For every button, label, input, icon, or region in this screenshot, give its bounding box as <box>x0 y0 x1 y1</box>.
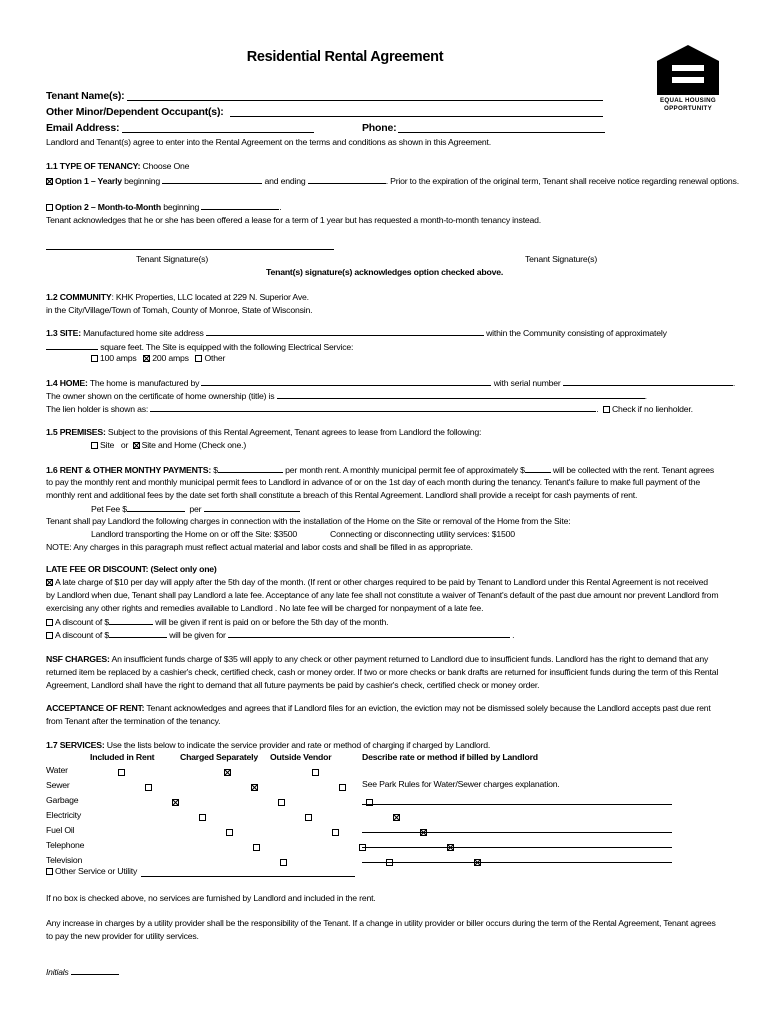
home-line3-text: The lien holder is shown as: <box>46 404 149 414</box>
tenancy-acknowledge: Tenant acknowledges that he or she has been offered a lease for a term of 1 year but has requested a month-to-month tenancy instead. <box>46 215 542 225</box>
nsf-line3: Agreement, Landlord shall have the right to demand that all future payments be paid by cashier's check, certified check or money order. <box>46 680 540 690</box>
rent-line1b-text: per month rent. A monthly municipal permit fee of approximately $ <box>282 465 525 475</box>
service-name: Television <box>46 855 83 865</box>
discount2b-text: will be given for <box>167 630 226 640</box>
premises-line1 <box>46 427 481 438</box>
transport-charge: Landlord transporting the Home on or off the Site: $3500 <box>91 529 297 539</box>
site-address-field[interactable] <box>206 327 484 336</box>
option2-begin-date-field[interactable] <box>201 201 279 210</box>
amps-200-checkbox[interactable] <box>143 355 150 362</box>
sig-acknowledge: Tenant(s) signature(s) acknowledges option checked above. <box>266 267 504 277</box>
premises-heading: 1.5 PREMISES: <box>46 427 106 437</box>
service-included-checkbox[interactable] <box>118 769 125 776</box>
tenancy-option1-line <box>46 175 739 187</box>
services-line1 <box>46 740 490 751</box>
service-name: Garbage <box>46 795 79 805</box>
acceptance-line1-text: Tenant acknowledges and agrees that if Landlord files for an eviction, the eviction may not be dismissed solely because the Landlord accepts past due rent <box>144 703 711 713</box>
phone-field[interactable] <box>398 132 605 133</box>
service-separate-checkbox[interactable] <box>332 829 339 836</box>
home-line2: The owner shown on the certificate of home ownership (title) is . <box>46 391 647 401</box>
discount2-checkbox[interactable] <box>46 632 53 639</box>
tenancy-heading: 1.1 TYPE OF TENANCY: <box>46 161 141 171</box>
service-name: Electricity <box>46 810 81 820</box>
describe-line-1[interactable] <box>362 804 672 805</box>
site-line2 <box>46 341 353 353</box>
no-lienholder-checkbox[interactable] <box>603 406 610 413</box>
late-fee-heading: LATE FEE OR DISCOUNT: (Select only one) <box>46 564 217 574</box>
rent-dollar-sign: $ <box>211 465 218 475</box>
option1-checkbox[interactable] <box>46 178 53 185</box>
acceptance-heading: ACCEPTANCE OF RENT: <box>46 703 145 713</box>
premises-options <box>91 440 246 451</box>
site-line2-text: square feet. The Site is equipped with the following Electrical Service: <box>98 342 354 352</box>
describe-line-2[interactable] <box>362 832 672 833</box>
late-fee-line1-text: A late charge of $10 per day will apply after the 5th day of the month. (If rent or other charges required to be paid by Tenant to Landlord under this Rental Agreement is not received <box>55 577 708 587</box>
col-separate-header: Charged Separately <box>180 752 258 762</box>
service-included-checkbox[interactable] <box>172 799 179 806</box>
page-title: Residential Rental Agreement <box>246 49 444 65</box>
option1-begin-date-field[interactable] <box>162 175 262 184</box>
community-line2: in the City/Village/Town of Tomah, County of Monroe, State of Wisconsin. <box>46 305 313 315</box>
col-outside-header: Outside Vendor <box>270 752 332 762</box>
pet-fee-line <box>91 503 300 515</box>
discount2-reason-field[interactable] <box>228 629 510 638</box>
option2-checkbox[interactable] <box>46 204 53 211</box>
late-charge-checkbox[interactable] <box>46 579 53 586</box>
initials-field[interactable] <box>71 966 119 975</box>
no-box-note: If no box is checked above, no services are furnished by Landlord and included in the rent. <box>46 893 376 903</box>
email-field[interactable] <box>122 132 314 133</box>
pet-fee-period-field[interactable] <box>204 503 300 512</box>
connecting-charge: Connecting or disconnecting utility services: $1500 <box>330 529 515 539</box>
other-occupants-field[interactable] <box>230 116 603 117</box>
acceptance-line1 <box>46 703 711 714</box>
service-included-checkbox[interactable] <box>226 829 233 836</box>
community-line1-text: : KHK Properties, LLC located at 229 N. Superior Ave. <box>111 292 309 302</box>
site-heading: 1.3 SITE: <box>46 328 81 338</box>
col-included-header: Included in Rent <box>90 752 155 762</box>
home-owner-field[interactable] <box>277 390 645 399</box>
charges-line: Tenant shall pay Landlord the following charges in connection with the installation of the Home on the Site or removal of the Home from the Site: <box>46 516 571 526</box>
pet-fee-amount-field[interactable] <box>127 503 185 512</box>
sig-right-label: Tenant Signature(s) <box>525 254 598 264</box>
premises-site-checkbox[interactable] <box>91 442 98 449</box>
service-outside-checkbox[interactable] <box>339 784 346 791</box>
permit-fee-field[interactable] <box>525 464 551 473</box>
describe-line-4[interactable] <box>362 862 672 863</box>
initials-label: Initials <box>46 967 69 977</box>
home-manufacturer-field[interactable] <box>201 377 491 386</box>
discount2-line: A discount of $ will be given for . <box>46 629 514 641</box>
service-separate-checkbox[interactable] <box>251 784 258 791</box>
late-fee-line1 <box>46 577 708 588</box>
services-heading: 1.7 SERVICES: <box>46 740 105 750</box>
rent-note: NOTE: Any charges in this paragraph must reflect actual material and labor costs and shall be filled in as appropriate. <box>46 542 473 552</box>
amps-200-label: 200 amps <box>152 353 189 363</box>
email-label: Email Address: <box>46 122 120 134</box>
rent-line2: to pay the monthly rent and monthly municipal permit fees to Landlord in advance of or on the 1st day of each month during the tenancy. Tenant's failure to make full payment of the <box>46 477 700 487</box>
lien-holder-field[interactable] <box>150 403 596 412</box>
pet-fee-per-label: per <box>189 504 202 514</box>
nsf-line1 <box>46 654 708 665</box>
col-describe-header: Describe rate or method if billed by Landlord <box>362 752 538 762</box>
premises-site-home-label: Site and Home (Check one.) <box>141 440 247 450</box>
other-service-line <box>46 866 137 877</box>
equal-housing-logo <box>652 44 724 116</box>
option1-beginning-text: beginning <box>121 176 161 186</box>
rent-line3: monthly rent and additional fees by the date set forth shall constitute a breach of this Rental Agreement. Landlord shall provide a receipt for cash payments of rent. <box>46 490 638 500</box>
discount1-amount-field[interactable] <box>109 616 153 625</box>
premises-site-label: Site <box>100 440 115 450</box>
home-serial-field[interactable] <box>563 377 733 386</box>
discount1-line <box>46 616 388 628</box>
rent-line1c-text: will be collected with the rent. Tenant agrees <box>550 465 715 475</box>
tenancy-option2-line: Option 2 – Month-to-Month beginning . <box>46 201 282 213</box>
electrical-other-label: Other <box>204 353 226 363</box>
phone-label: Phone: <box>362 122 397 134</box>
initials-line <box>46 966 119 978</box>
site-electrical-options <box>91 353 225 364</box>
other-service-checkbox[interactable] <box>46 868 53 875</box>
premises-site-home-checkbox[interactable] <box>133 442 140 449</box>
eho-text-line2: OPPORTUNITY <box>664 105 712 112</box>
site-line1a-text: Manufactured home site address <box>80 328 204 338</box>
service-separate-checkbox[interactable] <box>224 769 231 776</box>
service-separate-checkbox[interactable] <box>305 814 312 821</box>
tenant-names-label: Tenant Name(s): <box>46 90 125 102</box>
sig-left-label: Tenant Signature(s) <box>136 254 209 264</box>
tenant-signature-line[interactable] <box>46 249 334 250</box>
service-outside-checkbox[interactable] <box>312 769 319 776</box>
service-name: Sewer <box>46 780 70 790</box>
discount2-amount-field[interactable] <box>109 629 167 638</box>
sewer-note: See Park Rules for Water/Sewer charges explanation. <box>362 779 560 789</box>
home-heading: 1.4 HOME: <box>46 378 88 388</box>
nsf-line2: returned item be replaced by a cashier's check, certified check, cash or money order. If two or more checks or bank drafts are returned for insufficient funds during the term of this Rental <box>46 667 719 677</box>
pet-fee-label: Pet Fee $ <box>91 504 127 514</box>
service-included-checkbox[interactable] <box>280 859 287 866</box>
service-included-checkbox[interactable] <box>145 784 152 791</box>
site-line1 <box>46 327 667 339</box>
option2-beginning-text: beginning <box>160 202 200 212</box>
other-service-label: Other Service or Utility <box>55 866 138 876</box>
premises-or-label: or <box>120 440 129 450</box>
discount1b-text: will be given if rent is paid on or before the 5th day of the month. <box>153 617 389 627</box>
other-service-field[interactable] <box>141 876 355 877</box>
rent-heading: 1.6 RENT & OTHER MONTHY PAYMENTS: <box>46 465 212 475</box>
home-line1a-text: The home is manufactured by <box>87 378 200 388</box>
no-lienholder-label: Check if no lienholder. <box>611 404 693 414</box>
service-included-checkbox[interactable] <box>253 844 260 851</box>
other-occupants-label: Other Minor/Dependent Occupant(s): <box>46 106 224 118</box>
late-fee-line2: by Landlord when due, Tenant shall pay Landlord a late fee. Acceptance of any late fee shall not constitute a waiver of Tenant's default of the past due amount nor prevent Landlord from <box>46 590 719 600</box>
premises-text: Subject to the provisions of this Rental Agreement, Tenant agrees to lease from Landlord the following: <box>105 427 482 437</box>
service-included-checkbox[interactable] <box>199 814 206 821</box>
equal-housing-house-icon <box>655 44 721 96</box>
describe-line-3[interactable] <box>362 847 672 848</box>
late-fee-line3: exercising any other rights and remedies available to Landlord . No late fee will be charged for nonpayment of a late fee. <box>46 603 484 613</box>
service-name: Telephone <box>46 840 85 850</box>
monthly-rent-field[interactable] <box>218 464 283 473</box>
site-line1b-text: within the Community consisting of approximately <box>486 328 667 338</box>
increase-line1: Any increase in charges by a utility provider shall be the responsibility of the Tenant. If a change in utility provider or biller occurs during the term of the Rental Agreement, Tenant agrees <box>46 918 716 928</box>
service-outside-checkbox[interactable] <box>393 814 400 821</box>
acceptance-line2: from Tenant after the termination of the tenancy. <box>46 716 221 726</box>
tenancy-choose: Choose One <box>140 161 190 171</box>
discount1a-text: A discount of $ <box>55 617 109 627</box>
option1-tail-text: . Prior to the expiration of the original term, Tenant shall receive notice regarding renewal options. <box>385 176 739 186</box>
option1-label: Option 1 – Yearly <box>55 176 122 186</box>
services-intro: Use the lists below to indicate the service provider and rate or method of charging if charged by Landlord. <box>104 740 491 750</box>
nsf-line1-text: An insufficient funds charge of $35 will apply to any check or other payment returned to Landlord due to insufficient funds. Landlord has the right to demand that any <box>109 654 709 664</box>
service-name: Fuel Oil <box>46 825 75 835</box>
discount2a-text: A discount of $ <box>55 630 109 640</box>
community-heading: 1.2 COMMUNITY <box>46 292 112 302</box>
option2-label: Option 2 – Month-to-Month <box>55 202 161 212</box>
tenancy-heading-line <box>46 161 189 172</box>
electrical-other-checkbox[interactable] <box>195 355 202 362</box>
rent-line1 <box>46 464 714 476</box>
tenant-names-field[interactable] <box>127 100 603 101</box>
option1-ending-text: and ending <box>262 176 306 186</box>
home-line1: 1.4 HOME: The home is manufactured by with serial number . <box>46 378 736 388</box>
amps-100-checkbox[interactable] <box>91 355 98 362</box>
discount1-checkbox[interactable] <box>46 619 53 626</box>
amps-100-label: 100 amps <box>100 353 137 363</box>
service-separate-checkbox[interactable] <box>278 799 285 806</box>
increase-line2: to pay the new provider for utility services. <box>46 931 199 941</box>
option1-end-date-field[interactable] <box>308 175 386 184</box>
service-name: Water <box>46 765 68 775</box>
home-line1b-text: with serial number <box>493 378 561 388</box>
site-sqft-field[interactable] <box>46 341 98 350</box>
nsf-heading: NSF CHARGES: <box>46 654 110 664</box>
eho-text-line1: EQUAL HOUSING <box>659 97 717 104</box>
community-line1 <box>46 292 309 303</box>
intro-text: Landlord and Tenant(s) agree to enter into the Rental Agreement on the terms and conditions as shown in this Agreement. <box>46 137 491 147</box>
home-line3: The lien holder is shown as: . Check if no lienholder. <box>46 404 693 414</box>
home-line2-text: The owner shown on the certificate of home ownership (title) is <box>46 391 275 401</box>
